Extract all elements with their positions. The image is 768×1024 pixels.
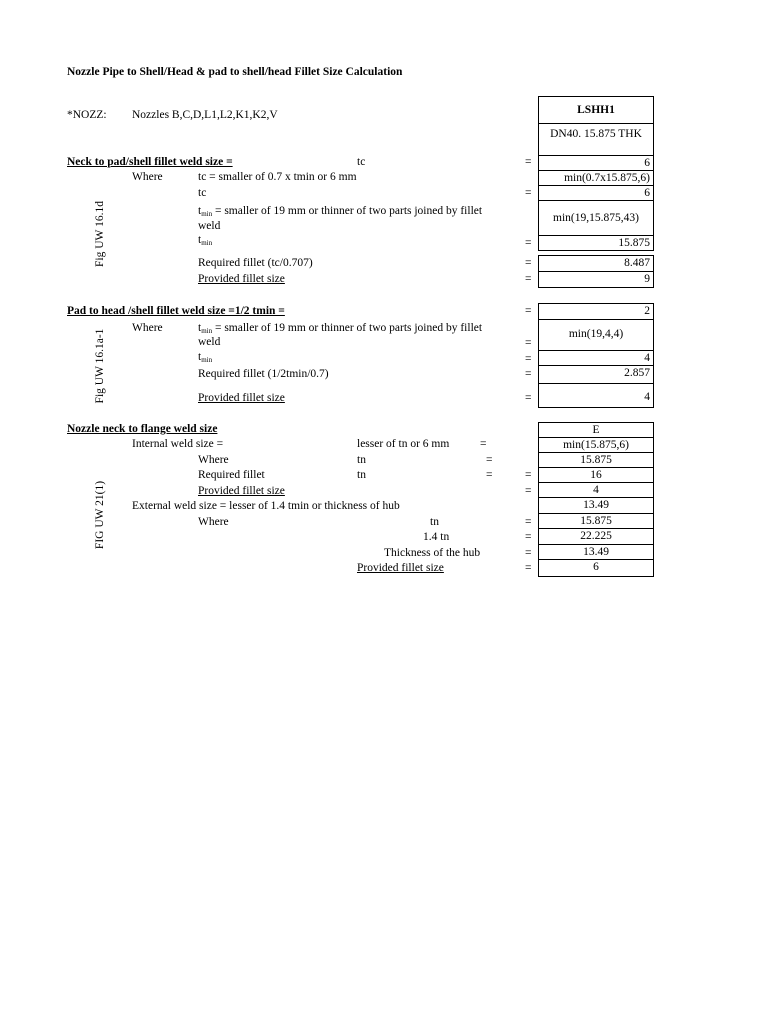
section3-eq: = [486,469,493,481]
section3-value-external: 13.49 [538,497,654,514]
section1-tmin-def: $t_{min}$ = smaller of 19 mm or thinner of two parts joined by fillet [198,205,483,218]
header-id-cell: LSHH1 [538,96,654,124]
nozz-value: Nozzles B,C,D,L1,L2,K1,K2,V [132,109,278,121]
section3-tn-label: tn [357,469,366,481]
section3-figure-ref: FIG UW 21(1) [94,480,106,550]
section2-eq: = [525,337,532,349]
section1-tmin2-label: $t_{min}$ [198,234,213,247]
section3-value-provided2: 6 [538,559,654,577]
section2-heading: Pad to head /shell fillet weld size =1/2 tmin = [67,305,285,317]
section2-eq: = [525,392,532,404]
section1-value-provided: 9 [538,271,654,288]
section1-required-label: Required fillet (tc/0.707) [198,257,313,269]
header-spec-cell: DN40. 15.875 THK [538,123,654,156]
section1-tc2-label: tc [198,187,207,199]
section3-tn-label: tn [357,454,366,466]
section3-provided2-label: Provided fillet size [357,562,444,574]
section3-value-tn: 15.875 [538,452,654,468]
section2-tmin-def-l2: weld [198,336,221,348]
section2-figure-ref: Fig UW 16.1a-1 [94,328,106,404]
section2-value-result: 2 [538,303,654,320]
section2-value-tmin-def: min(19,4,4) [538,319,654,351]
section1-value-tmin: 15.875 [538,235,654,251]
section3-heading: Nozzle neck to flange weld size [67,423,218,435]
section3-lesser-label: lesser of tn or 6 mm [357,438,450,450]
section3-value-provided: 4 [538,482,654,498]
section3-hub-label: Thickness of the hub [384,547,481,559]
section3-value-required: 16 [538,467,654,483]
section1-provided-label: Provided fillet size [198,273,285,285]
section3-value-1.4tn: 22.225 [538,528,654,545]
section3-external-label: External weld size = lesser of 1.4 tmin or thickness of hub [132,500,400,512]
section2-eq: = [525,305,532,317]
section3-eq: = [525,531,532,543]
section3-eq: = [525,516,532,528]
section1-value-tmin-def: min(19,15.875,43) [538,200,654,236]
section3-provided-label: Provided fillet size [198,485,285,497]
section3-value-hub: 13.49 [538,544,654,560]
section2-eq: = [525,368,532,380]
section1-where-text: tc = smaller of 0.7 x tmin or 6 mm [198,171,357,183]
section3-1.4tn-label: 1.4 tn [423,531,450,543]
section2-value-provided: 4 [538,383,654,408]
section3-tn2-label: tn [430,516,439,528]
section2-eq: = [525,353,532,365]
section3-eq: = [486,454,493,466]
section3-eq: = [525,485,532,497]
section3-eq: = [525,562,532,574]
section1-value-required: 8.487 [538,255,654,272]
section2-provided-label: Provided fillet size [198,392,285,404]
section1-where-label: Where [132,171,163,183]
section1-eq: = [525,273,532,285]
section1-heading: Neck to pad/shell fillet weld size = [67,156,233,168]
section3-where2-label: Where [198,516,229,528]
section1-value-where: min(0.7x15.875,6) [538,170,654,186]
section2-tmin-label: $t_{min}$ [198,351,213,364]
section2-value-tmin: 4 [538,350,654,366]
section1-value-tc2: 6 [538,185,654,201]
section1-figure-ref: Fig UW 16.1d [94,201,106,267]
nozz-label: *NOZZ: [67,109,107,121]
section3-eq: = [525,469,532,481]
section1-tmin-def-l2: weld [198,220,221,232]
section1-value-tc: 6 [538,155,654,171]
section3-eq: = [480,438,487,450]
section3-value-internal: min(15.875,6) [538,437,654,453]
section3-eq: = [525,547,532,559]
section2-required-label: Required fillet (1/2tmin/0.7) [198,368,329,380]
section1-eq: = [525,237,532,249]
section3-required-label: Required fillet [198,469,265,481]
section2-tmin-def: $t_{min}$ = smaller of 19 mm or thinner of two parts joined by fillet [198,322,483,335]
section3-value-tn2: 15.875 [538,513,654,529]
section3-internal-label: Internal weld size = [132,438,224,450]
section1-tc-label: tc [357,156,366,168]
section1-eq: = [525,156,532,168]
section2-where-label: Where [132,322,163,334]
section2-value-required: 2.857 [538,365,654,384]
section1-eq: = [525,257,532,269]
section3-where-label: Where [198,454,229,466]
section3-value-header: E [538,422,654,438]
section1-eq: = [525,187,532,199]
page-title: Nozzle Pipe to Shell/Head & pad to shell/head Fillet Size Calculation [67,66,403,78]
